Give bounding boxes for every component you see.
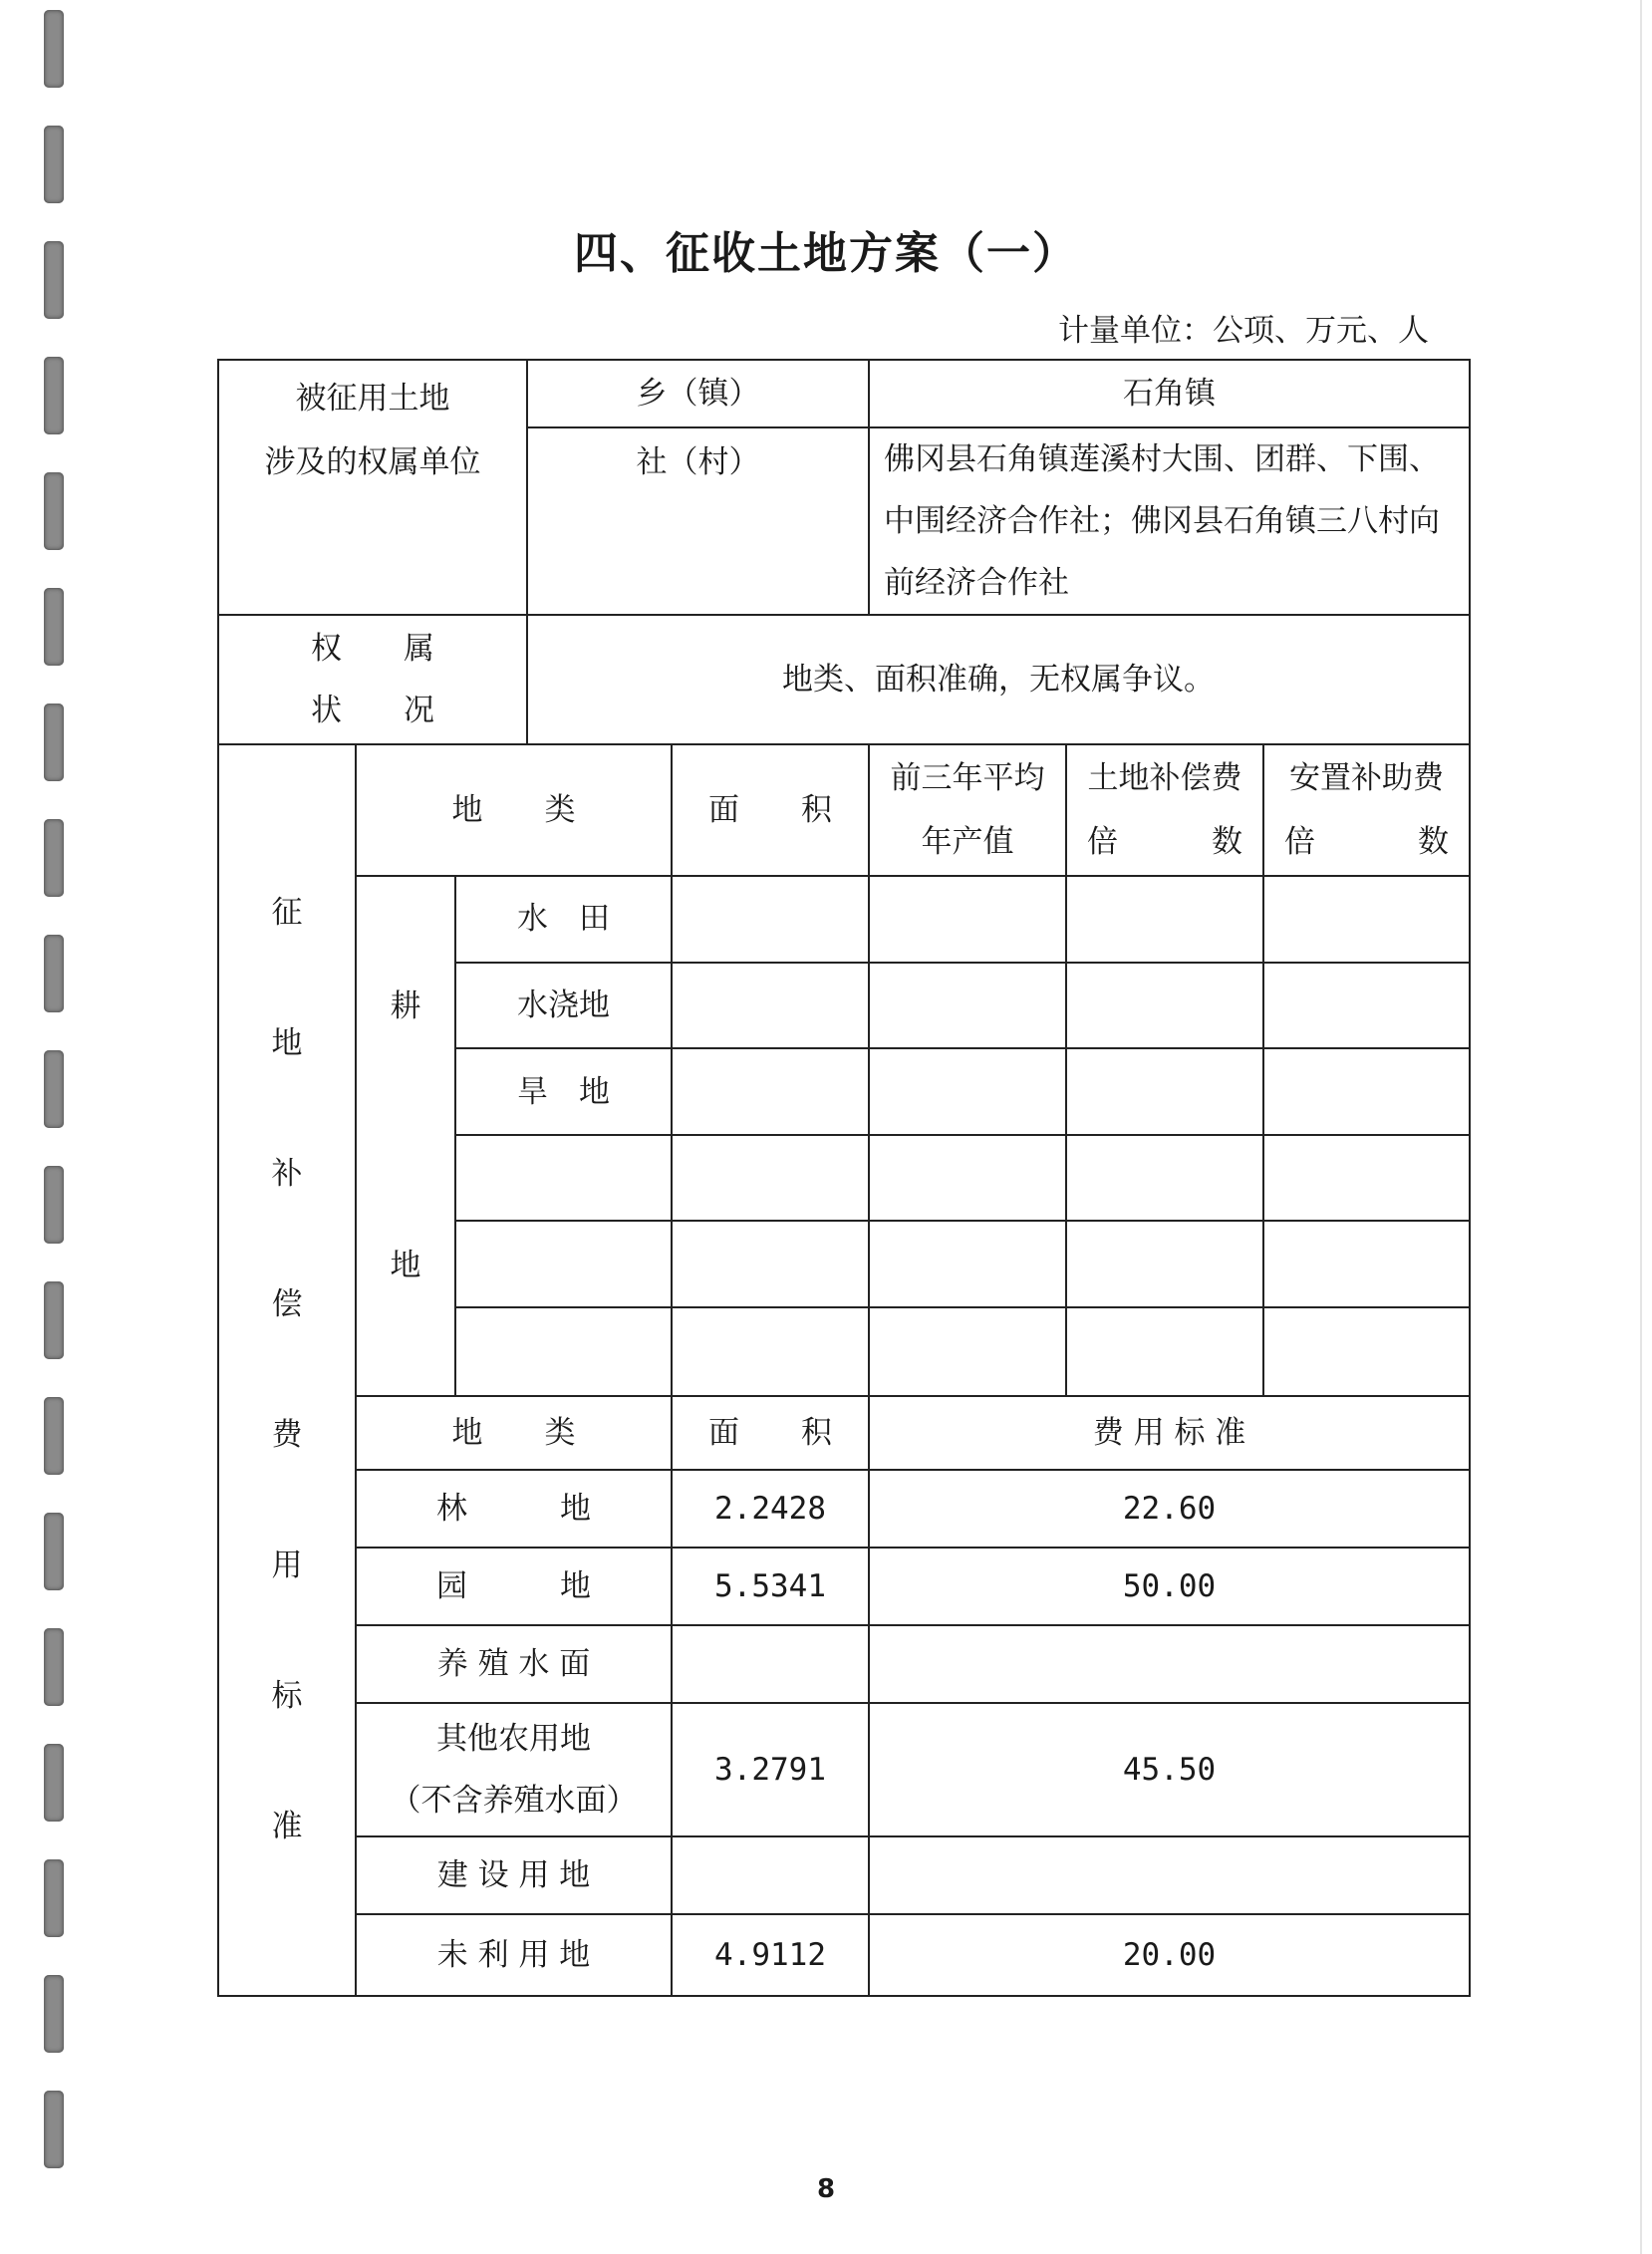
village-value: 佛冈县石角镇莲溪村大围、团群、下围、中围经济合作社；佛冈县石角镇三八村向前经济合作社 (869, 427, 1470, 615)
table-row (218, 615, 1470, 744)
comp-cell (1066, 876, 1263, 963)
table-row (218, 1914, 1470, 1996)
binding-hole (44, 935, 64, 1012)
owner-label-cell (218, 360, 527, 615)
binding-hole (44, 1397, 64, 1475)
other-land-type: 未 利 用 地 (356, 1914, 672, 1996)
page-edge (1640, 0, 1642, 2254)
town-value: 石角镇 (869, 360, 1470, 427)
area-cell (672, 1221, 869, 1307)
other-land-area: 5.5341 (672, 1548, 869, 1625)
binding-hole (44, 472, 64, 550)
output-cell (869, 1307, 1066, 1396)
output-cell (869, 1135, 1066, 1222)
binding-hole (44, 1744, 64, 1822)
binding-hole (44, 588, 64, 666)
page-number: 8 (816, 2174, 836, 2204)
table-row (218, 744, 1470, 876)
output-cell (869, 963, 1066, 1049)
cultivated-type (455, 1221, 672, 1307)
owner-label: 被征用土地 (295, 381, 450, 417)
col-land-type: 地 类 (356, 744, 672, 876)
cultivated-type: 旱 地 (455, 1048, 672, 1135)
binding-hole (44, 819, 64, 897)
area-cell (672, 963, 869, 1049)
resettle-cell (1263, 1048, 1470, 1135)
cultivated-group-label (356, 876, 455, 1396)
col-land-compensation: 土地补偿费 倍 数 (1066, 744, 1263, 876)
other-land-standard: 22.60 (869, 1470, 1470, 1548)
comp-cell (1066, 1135, 1263, 1222)
comp-cell (1066, 1221, 1263, 1307)
table-row (218, 1703, 1470, 1836)
other-land-area: 4.9112 (672, 1914, 869, 1996)
other-land-standard: 20.00 (869, 1914, 1470, 1996)
col-fee-standard: 费 用 标 准 (869, 1396, 1470, 1470)
section-label-cell (218, 744, 356, 1996)
cultivated-type (455, 1135, 672, 1222)
binding-hole (44, 1859, 64, 1937)
other-land-type: 建 设 用 地 (356, 1836, 672, 1914)
binding-holes (40, 0, 70, 2254)
binding-hole (44, 1281, 64, 1359)
resettle-cell (1263, 1135, 1470, 1222)
town-label: 乡（镇） (527, 360, 869, 427)
other-land-type: 园 地 (356, 1548, 672, 1625)
cultivated-label: 耕 地 (390, 988, 421, 1283)
status-label-cell (218, 615, 527, 744)
table-row (218, 1625, 1470, 1703)
resettle-cell (1263, 876, 1470, 963)
table-row (218, 360, 1470, 427)
resettle-cell (1263, 1307, 1470, 1396)
binding-hole (44, 704, 64, 781)
other-land-area: 3.2791 (672, 1703, 869, 1836)
binding-hole (44, 126, 64, 203)
resettle-cell (1263, 963, 1470, 1049)
other-land-standard (869, 1836, 1470, 1914)
village-label: 社（村） (527, 427, 869, 615)
binding-hole (44, 1975, 64, 2053)
status-label: 权 属 (311, 631, 434, 667)
output-cell (869, 876, 1066, 963)
comp-cell (1066, 1048, 1263, 1135)
area-cell (672, 876, 869, 963)
other-land-standard: 50.00 (869, 1548, 1470, 1625)
other-land-type: 其他农用地 （不含养殖水面） (356, 1703, 672, 1836)
col-area: 面 积 (672, 744, 869, 876)
col-resettlement-subsidy: 安置补助费 倍 数 (1263, 744, 1470, 876)
table-row (218, 1836, 1470, 1914)
page-title: 四、征收土地方案（一） (574, 228, 1078, 279)
comp-cell (1066, 963, 1263, 1049)
binding-hole (44, 1166, 64, 1244)
cultivated-type (455, 1307, 672, 1396)
other-land-standard (869, 1625, 1470, 1703)
binding-hole (44, 2091, 64, 2168)
section-label: 征 地 补 偿 费 用 标 准 (271, 895, 303, 1844)
cultivated-type: 水 田 (455, 876, 672, 963)
other-land-standard: 45.50 (869, 1703, 1470, 1836)
owner-label: 涉及的权属单位 (264, 444, 481, 480)
area-cell (672, 1048, 869, 1135)
binding-hole (44, 1628, 64, 1706)
cultivated-type: 水浇地 (455, 963, 672, 1049)
binding-hole (44, 357, 64, 434)
other-land-type: 养 殖 水 面 (356, 1625, 672, 1703)
binding-hole (44, 1050, 64, 1128)
other-land-type: 林 地 (356, 1470, 672, 1548)
table-row (218, 1396, 1470, 1470)
other-land-area (672, 1625, 869, 1703)
output-cell (869, 1048, 1066, 1135)
output-cell (869, 1221, 1066, 1307)
area-cell (672, 1135, 869, 1222)
status-value: 地类、面积准确，无权属争议。 (527, 615, 1470, 744)
binding-hole (44, 10, 64, 88)
land-acquisition-table (217, 359, 1471, 1997)
table-row (218, 1548, 1470, 1625)
other-land-area (672, 1836, 869, 1914)
col-other-land-type: 地 类 (356, 1396, 672, 1470)
resettle-cell (1263, 1221, 1470, 1307)
table-row (218, 1470, 1470, 1548)
col-avg-output: 前三年平均 年产值 (869, 744, 1066, 876)
col-other-area: 面 积 (672, 1396, 869, 1470)
status-label: 状 况 (311, 693, 434, 728)
comp-cell (1066, 1307, 1263, 1396)
area-cell (672, 1307, 869, 1396)
binding-hole (44, 1513, 64, 1590)
table-row (218, 876, 1470, 963)
unit-label: 计量单位：公项、万元、人 (1058, 313, 1429, 349)
other-land-area: 2.2428 (672, 1470, 869, 1548)
